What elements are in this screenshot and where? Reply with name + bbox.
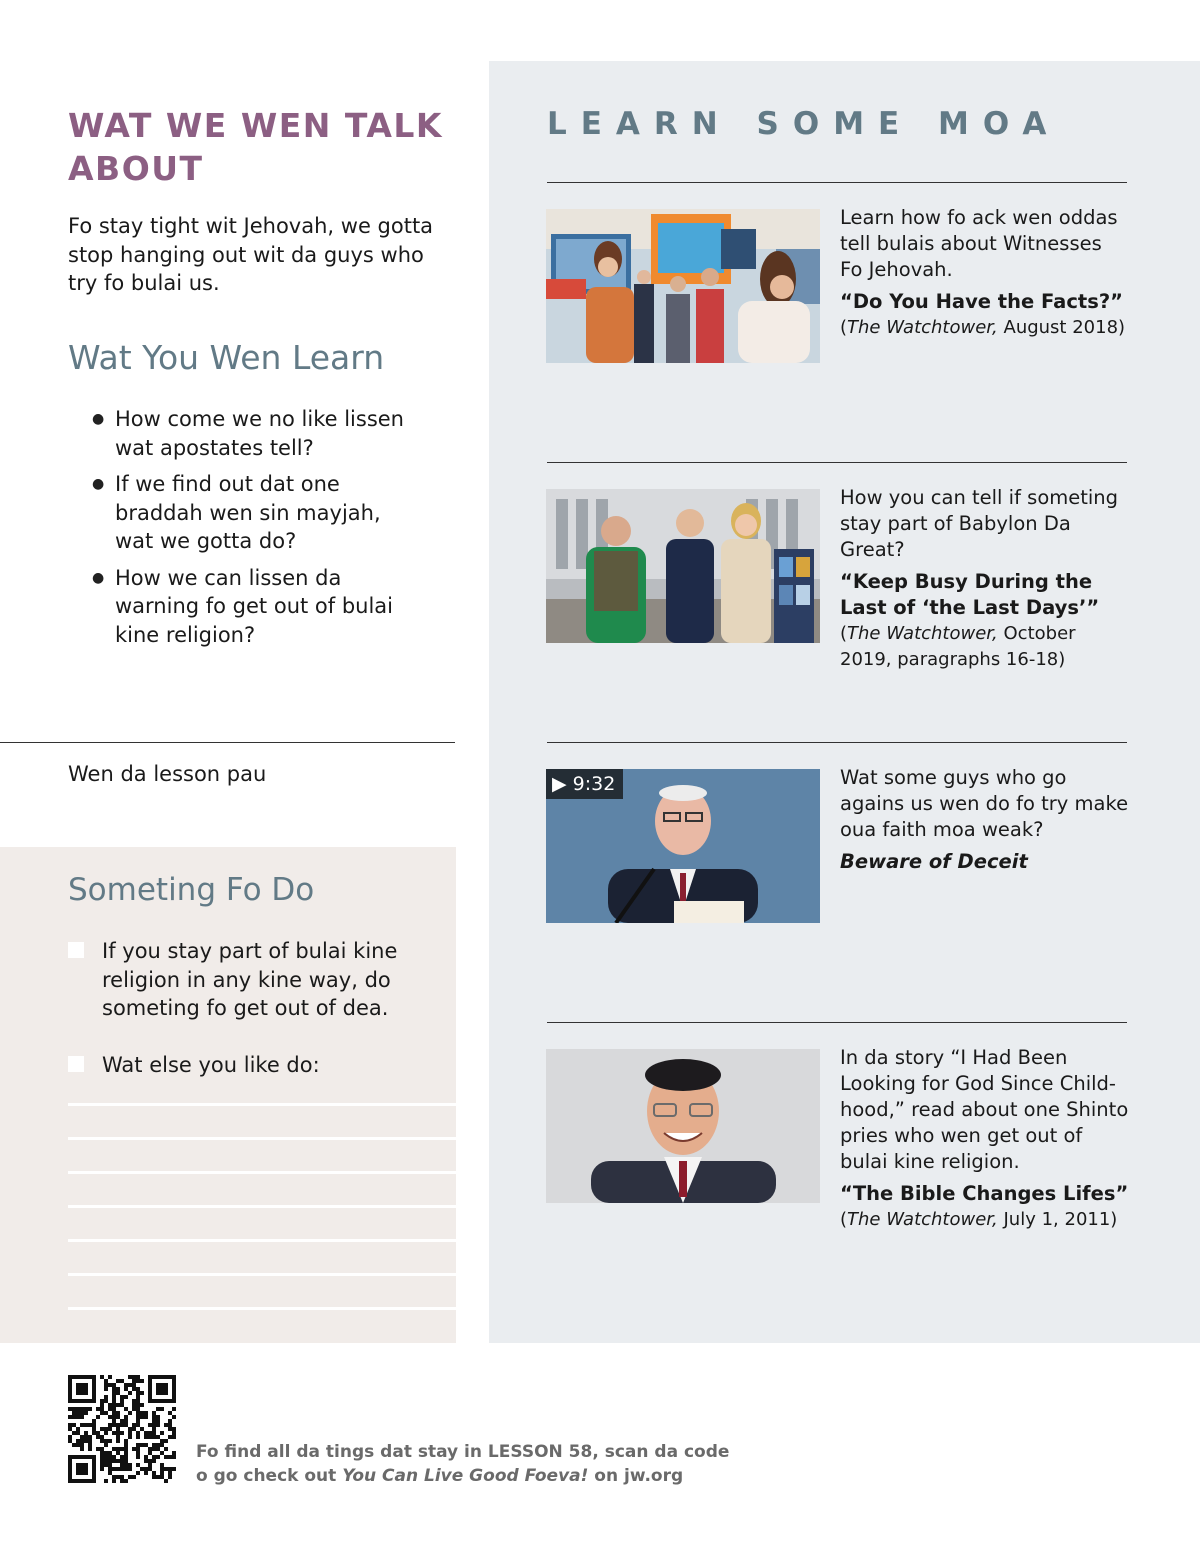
source-detail: August 2018) [997,317,1126,338]
note-line[interactable] [68,1273,456,1276]
entry-reference-link[interactable]: “Keep Busy During the Last of ‘the Last Days’” [840,570,1100,619]
learned-list [92,405,422,657]
entry-description: Learn how fo ack wen oddas tell bulais about Witnesses Fo Jehovah. [840,206,1118,281]
entry-image-babylon[interactable] [546,489,820,643]
todo-title: Someting Fo Do [68,872,315,908]
entry-text [840,765,1130,875]
entry-video-deceit[interactable] [546,769,820,923]
source-detail: October 2019, paragraphs 16-18) [840,623,1076,670]
book-title: You Can Live Good Foeva! [342,1466,589,1486]
todo-checkbox[interactable] [68,942,84,958]
entry-divider [547,462,1127,463]
entry-reference-link[interactable]: “Do You Have the Facts?” [840,290,1123,313]
source-publication: The Watchtower, [847,1209,998,1230]
todo-item-text: If you stay part of bulai kine religion in any kine way, do someting fo get out of dea. [102,939,398,1020]
entry-image-bible-changes[interactable] [546,1049,820,1203]
source-detail: July 1, 2011) [997,1209,1118,1230]
entry-divider [547,742,1127,743]
learned-item: ● How come we no like lissen wat apostates tell? [92,405,422,462]
footer-line-1: Fo find all da tings dat stay in LESSON 58, scan da code [196,1442,730,1462]
video-duration: 9:32 [572,773,616,795]
entry-reference-link[interactable]: “The Bible Changes Lifes” [840,1182,1129,1205]
note-line[interactable] [68,1103,456,1106]
qr-code-icon[interactable] [68,1375,176,1483]
jw-org-link[interactable]: on jw.org [588,1466,684,1486]
todo-panel [0,847,456,1343]
learn-more-title: LEARN SOME MOA [547,106,1061,142]
note-line[interactable] [68,1137,456,1140]
note-line[interactable] [68,1239,456,1242]
note-line[interactable] [68,1205,456,1208]
learned-title: Wat You Wen Learn [68,338,385,377]
todo-item [68,937,428,1023]
entry-image-facts[interactable] [546,209,820,363]
entry-text [840,485,1130,673]
play-icon: ▶ [552,773,567,795]
entry-source: (The Watchtower, August 2018) [840,317,1126,338]
note-line[interactable] [68,1171,456,1174]
video-duration-badge [546,769,623,799]
footer-text [196,1440,729,1488]
entry-source: (The Watchtower, July 1, 2011) [840,1209,1118,1230]
footer-line-2: o go check out You Can Live Good Foeva! on jw.org [196,1466,684,1486]
entry-description: How you can tell if someting stay part of Babylon Da Great? [840,486,1119,561]
lesson-completed-label: Wen da lesson pau [68,762,267,786]
completed-divider [0,742,455,743]
todo-item [68,1051,428,1080]
entry-source: (The Watchtower, October 2019, paragraphs 16-18) [840,623,1076,670]
todo-item-text: Wat else you like do: [102,1053,320,1077]
summary-title: WAT WE WEN TALK ABOUT [68,106,443,188]
todo-checkbox[interactable] [68,1056,84,1072]
entry-text [840,1045,1130,1233]
entry-video-link[interactable]: Beware of Deceit [840,850,1028,873]
entry-divider [547,1022,1127,1023]
entry-text [840,205,1130,341]
entry-divider [547,182,1127,183]
summary-text: Fo stay tight wit Jehovah, we gotta stop hanging out wit da guys who try fo bulai us. [68,214,434,295]
learned-item: ● How we can lissen da warning fo get out of bulai kine religion? [92,564,422,650]
learned-item: ● If we find out dat one braddah wen sin mayjah, wat we gotta do? [92,470,422,556]
source-publication: The Watchtower, [847,317,998,338]
note-line[interactable] [68,1307,456,1310]
source-publication: The Watchtower, [847,623,998,644]
entry-description: In da story “I Had Been Looking for God Since Child-hood,” read about one Shinto pries who wen get out of bulai kine religion. [840,1046,1129,1173]
entry-description: Wat some guys who go agains us wen do fo try make oua faith moa weak? [840,766,1129,841]
